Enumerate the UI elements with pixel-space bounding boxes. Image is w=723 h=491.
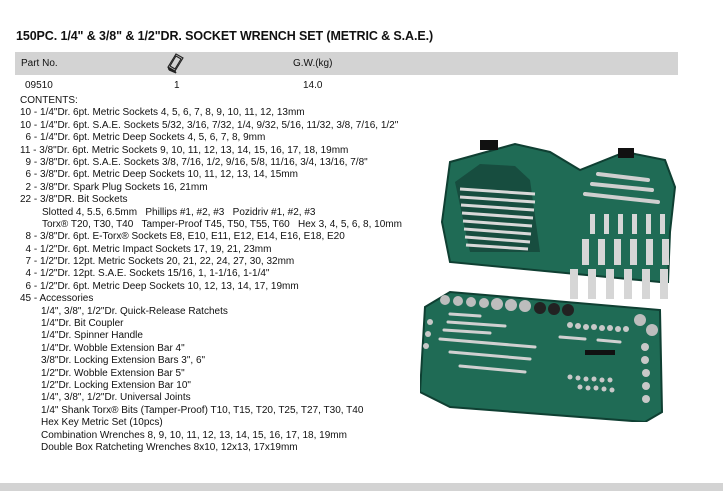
contents-item: 10 - 1/4"Dr. 6pt. S.A.E. Sockets 5/32, 3/16, 7/32, 1/4, 9/32, 5/16, 11/32, 3/8, 7/16, 1/2" xyxy=(20,119,399,131)
contents-item: 4 - 1/2"Dr. 6pt. Metric Impact Sockets 17, 19, 21, 23mm xyxy=(20,243,272,255)
accessory-item: Hex Key Metric Set (10pcs) xyxy=(41,417,163,429)
bit-socket-detail: Slotted 4, 5.5, 6.5mm Phillips #1, #2, #3 Pozidriv #1, #2, #3 xyxy=(42,206,316,218)
gross-weight-value: 14.0 xyxy=(303,80,323,91)
box-package-icon xyxy=(165,52,185,74)
accessory-item: 1/4"Dr. Bit Coupler xyxy=(41,318,124,330)
contents-item: 6 - 3/8"Dr. 6pt. Metric Deep Sockets 10, 11, 12, 13, 14, 15mm xyxy=(20,169,298,181)
accessory-item: 1/2"Dr. Locking Extension Bar 10" xyxy=(41,379,191,391)
part-no-header: Part No. xyxy=(21,58,58,69)
contents-item: 11 - 3/8"Dr. 6pt. Metric Sockets 9, 10, 11, 12, 13, 14, 15, 16, 17, 18, 19mm xyxy=(20,144,349,156)
accessory-item: 1/4", 3/8", 1/2"Dr. Universal Joints xyxy=(41,392,191,404)
contents-item: 8 - 3/8"Dr. 6pt. E-Torx® Sockets E8, E10, E11, E12, E14, E16, E18, E20 xyxy=(20,231,345,243)
contents-item: 22 - 3/8"DR. Bit Sockets xyxy=(20,194,128,206)
accessory-item: 1/4"Dr. Wobble Extension Bar 4" xyxy=(41,342,185,354)
contents-list xyxy=(20,95,402,454)
contents-item: 9 - 3/8"Dr. 6pt. S.A.E. Sockets 3/8, 7/16, 1/2, 9/16, 5/8, 11/16, 3/4, 13/16, 7/8" xyxy=(20,156,368,168)
contents-item: 6 - 1/2"Dr. 6pt. Metric Deep Sockets 10, 12, 13, 14, 17, 19mm xyxy=(20,280,299,292)
contents-item: 10 - 1/4"Dr. 6pt. Metric Sockets 4, 5, 6, 7, 8, 9, 10, 11, 12, 13mm xyxy=(20,107,305,119)
contents-item: 4 - 1/2"Dr. 12pt. S.A.E. Sockets 15/16, 1, 1-1/16, 1-1/4" xyxy=(20,268,270,280)
accessory-item: 1/2"Dr. Wobble Extension Bar 5" xyxy=(41,367,185,379)
accessory-item: 3/8"Dr. Locking Extension Bars 3", 6" xyxy=(41,355,206,367)
accessory-item: 1/4"Dr. Spinner Handle xyxy=(41,330,143,342)
product-title: 150PC. 1/4" & 3/8" & 1/2"DR. SOCKET WRENCH SET (METRIC & S.A.E.) xyxy=(16,29,434,43)
part-number-value: 09510 xyxy=(25,80,53,91)
contents-item: 2 - 3/8"Dr. Spark Plug Sockets 16, 21mm xyxy=(20,181,208,193)
contents-heading: CONTENTS: xyxy=(20,95,78,106)
quantity-value: 1 xyxy=(174,80,180,91)
gross-weight-header: G.W.(kg) xyxy=(293,58,333,69)
accessory-item: 1/4", 3/8", 1/2"Dr. Quick-Release Ratchets xyxy=(41,305,228,317)
accessory-item: Double Box Ratcheting Wrenches 8x10, 12x13, 17x19mm xyxy=(41,441,298,453)
contents-item: 6 - 1/4"Dr. 6pt. Metric Deep Sockets 4, 5, 6, 7, 8, 9mm xyxy=(20,132,266,144)
contents-item: 45 - Accessories xyxy=(20,293,94,305)
accessory-item: 1/4" Shank Torx® Bits (Tamper-Proof) T10, T15, T20, T25, T27, T30, T40 xyxy=(41,404,364,416)
contents-item: 7 - 1/2"Dr. 12pt. Metric Sockets 20, 21, 22, 24, 27, 30, 32mm xyxy=(20,256,295,268)
bit-socket-detail: Torx® T20, T30, T40 Tamper-Proof T45, T50, T55, T60 Hex 3, 4, 5, 6, 8, 10mm xyxy=(42,218,402,230)
accessory-item: Combination Wrenches 8, 9, 10, 11, 12, 13, 14, 15, 16, 17, 18, 19mm xyxy=(41,429,347,441)
socket-set-case-image xyxy=(420,122,720,422)
footer-bar xyxy=(0,483,723,491)
